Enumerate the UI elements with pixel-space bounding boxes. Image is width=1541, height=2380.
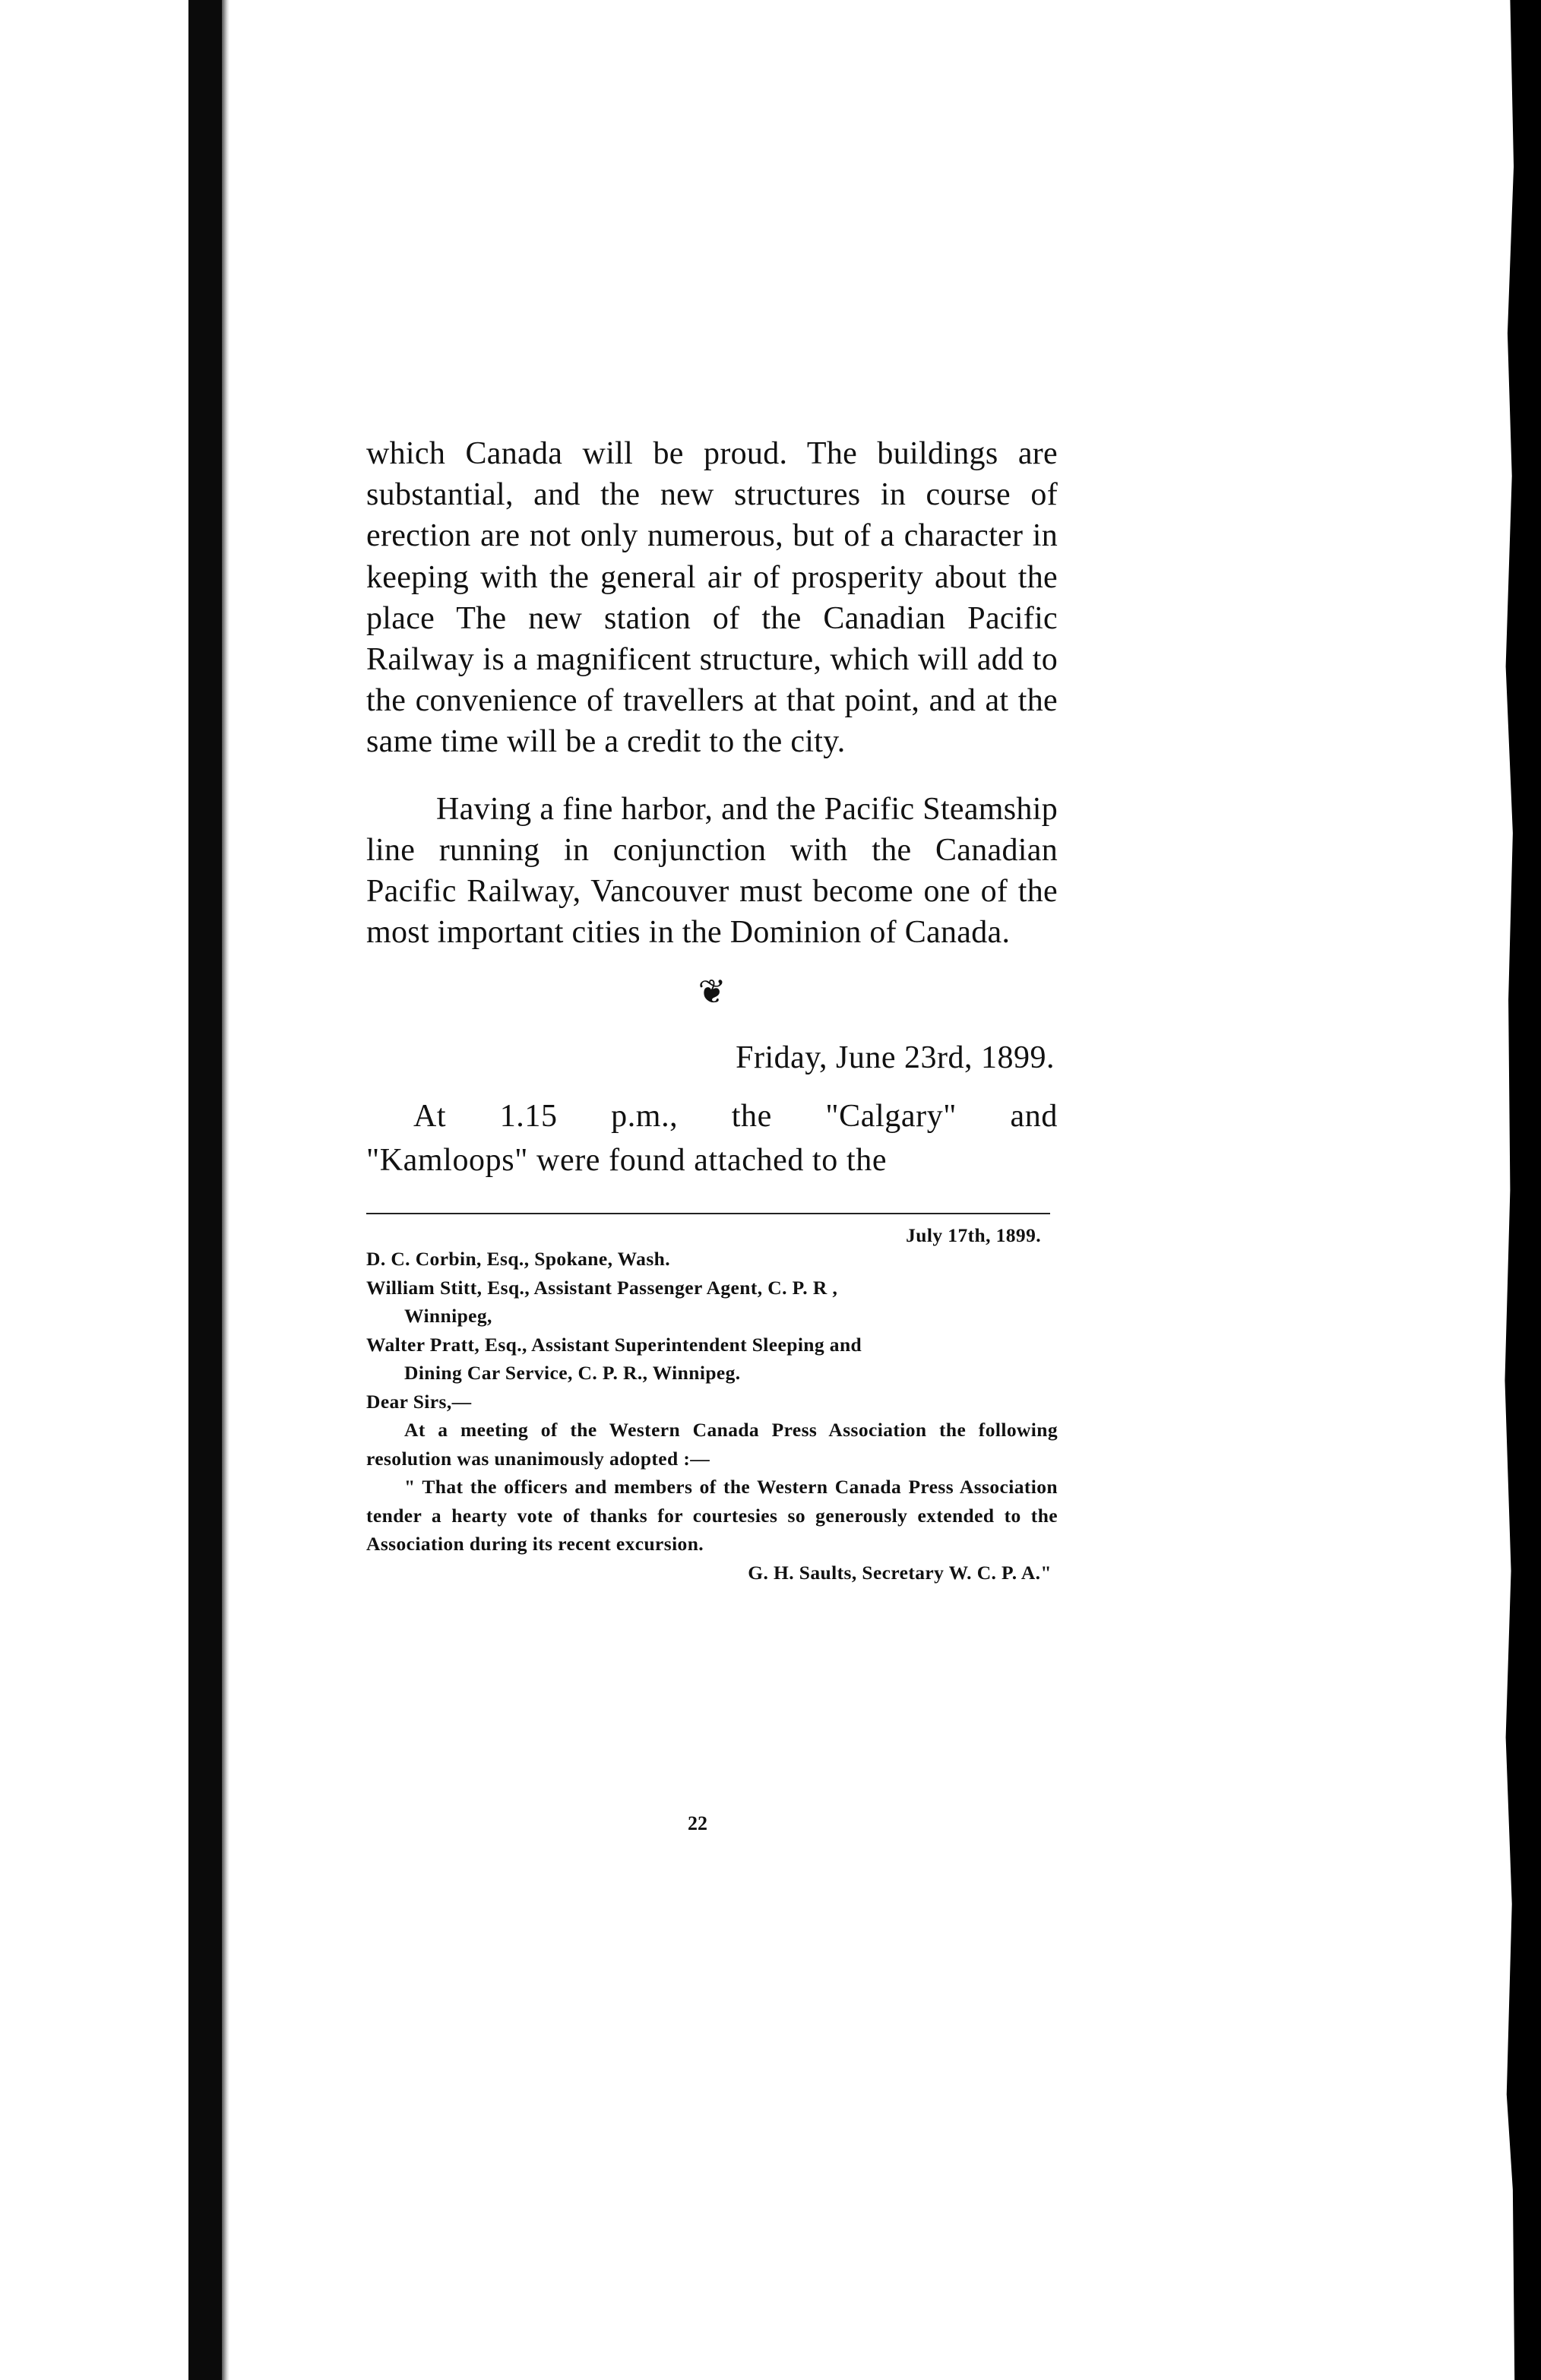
body-paragraph-2: Having a fine harbor, and the Pacific Steamship line running in conjunction with the Canadian Pacific Railway, Vancouver must become one of the most important cities in the Dominion of Canada. bbox=[366, 791, 1058, 951]
spine-edge-gradient bbox=[222, 0, 229, 2380]
page-edge-shadow bbox=[1497, 0, 1541, 2380]
footnote-signature: G. H. Saults, Secretary W. C. P. A." bbox=[748, 1561, 1052, 1584]
footnote-salutation: Dear Sirs,— bbox=[366, 1390, 472, 1413]
date-heading: Friday, June 23rd, 1899. bbox=[736, 1040, 1055, 1076]
footnote-letter bbox=[366, 1226, 1058, 1587]
page-number: 22 bbox=[688, 1812, 707, 1834]
body-paragraph-1: which Canada will be proud. The buildings are substantial, and the new structures in course of erection are not only numerous, but of a character in keeping with the general air of prosperity about the place The new station of the Canadian Pacific Railway is a magnificent structure, which will add to the convenience of travellers at that point, and at the same time will be a credit to the city. bbox=[366, 436, 1058, 760]
footnote-date: July 17th, 1899. bbox=[906, 1224, 1041, 1247]
body-paragraph-3-line-1: At 1.15 p.m., the "Calgary" and bbox=[413, 1099, 1058, 1135]
footnote-recipient-2-city: Winnipeg, bbox=[404, 1305, 492, 1328]
footnote-resolution: " That the officers and members of the Western Canada Press Association tender a hearty vote of thanks for courtesies so generously extended to the Association during its recent excursion. bbox=[366, 1476, 1058, 1556]
footnote-divider bbox=[366, 1213, 1050, 1214]
footnote-recipient-1: D. C. Corbin, Esq., Spokane, Wash. bbox=[366, 1248, 671, 1271]
footnote-recipient-3-dept: Dining Car Service, C. P. R., Winnipeg. bbox=[404, 1362, 741, 1385]
footnote-paragraph-1: At a meeting of the Western Canada Press Association the following resolution was unanimously adopted :— bbox=[366, 1419, 1058, 1470]
footnote-recipient-3: Walter Pratt, Esq., Assistant Superintendent Sleeping and bbox=[366, 1333, 862, 1356]
book-spine-shadow bbox=[188, 0, 222, 2380]
page-text-block bbox=[366, 433, 1058, 1587]
fleuron-ornament-icon: ❦ bbox=[698, 973, 726, 1011]
footnote-recipient-2: William Stitt, Esq., Assistant Passenger Agent, C. P. R , bbox=[366, 1276, 838, 1299]
body-paragraph-3-line-2: "Kamloops" were found attached to the bbox=[366, 1143, 888, 1179]
